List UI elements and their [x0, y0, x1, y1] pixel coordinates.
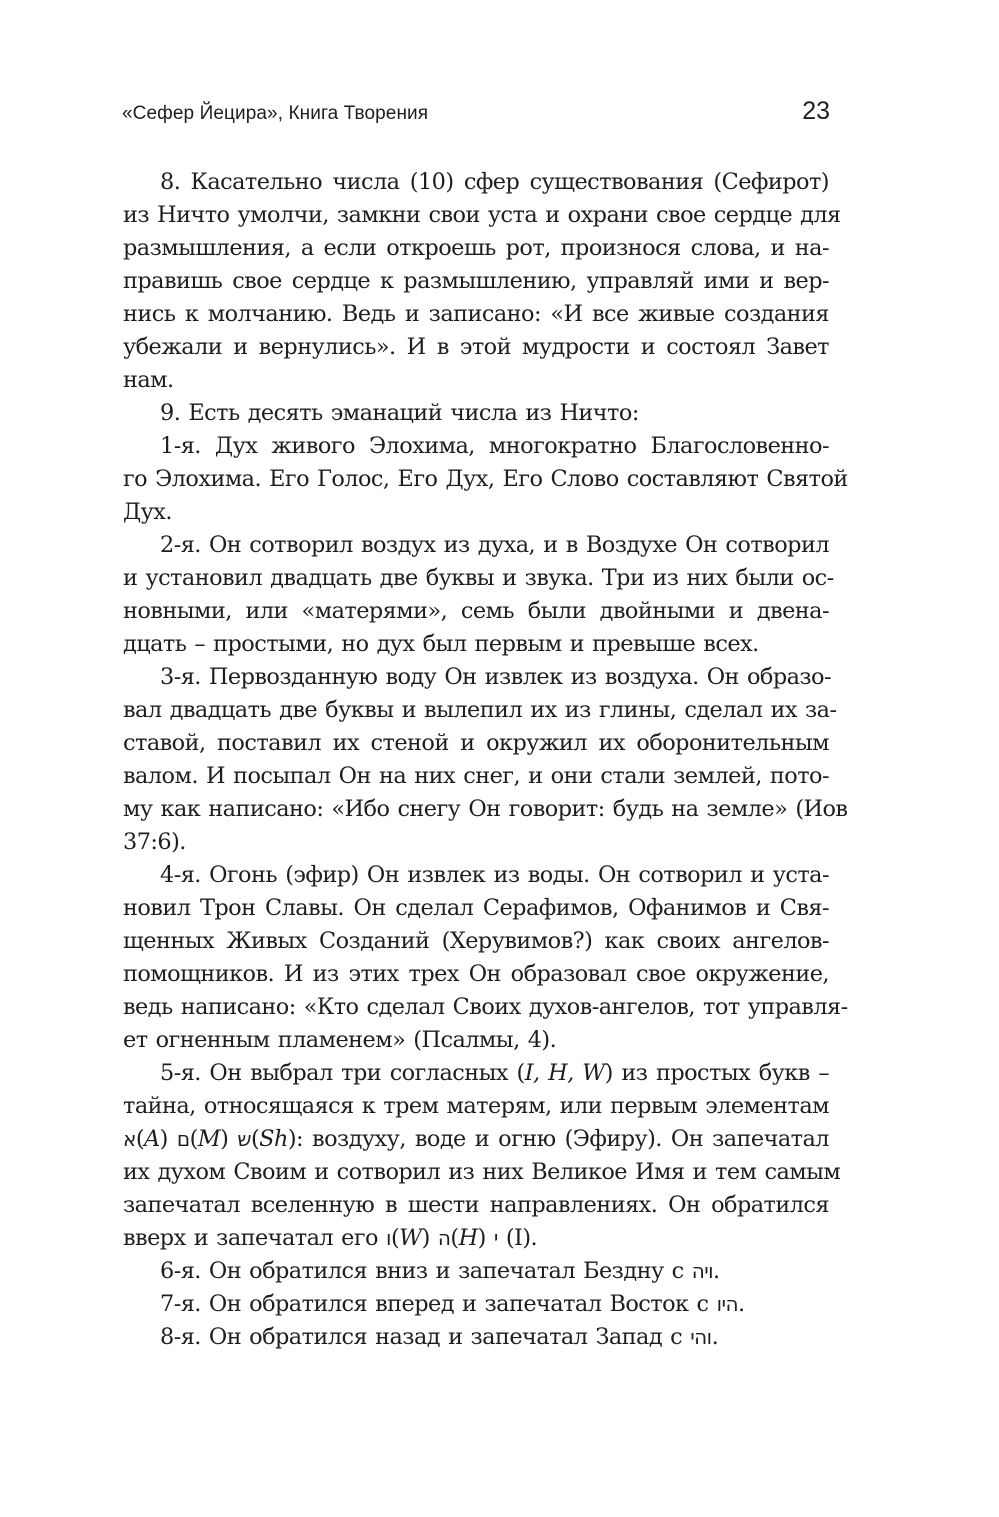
page-number: 23: [802, 97, 830, 125]
text-run: 7-я. Он обратился вперед и запечатал Восток с: [160, 1291, 717, 1317]
text-line: нам.: [123, 367, 174, 393]
running-head: [122, 97, 830, 127]
text-line: из Ничто умолчи, замкни свои уста и охрани свое сердце для: [123, 202, 841, 228]
text-line: [123, 1255, 829, 1288]
text-line: 2-я. Он сотворил воздух из духа, и в Воздухе Он сотворил: [160, 532, 829, 558]
text-run: 5-я. Он выбрал три согласных (: [160, 1060, 525, 1086]
text-run: 8-я. Он обратился назад и запечатал Запад с: [160, 1324, 691, 1350]
hebrew-letter-aleph: א: [123, 1127, 136, 1151]
text-line: дцать – простыми, но дух был первым и превыше всех.: [123, 631, 759, 657]
text-run: .: [713, 1258, 720, 1284]
text-line: запечатал вселенную в шести направлениях. Он обратился: [123, 1192, 829, 1218]
text-run: ): воздуху, воде и огню (Эфиру). Он запечатал: [287, 1126, 829, 1152]
italic-letters: W: [399, 1225, 422, 1251]
text-line: новными, или «матерями», семь были двойными и двена-: [123, 598, 829, 624]
text-run: .: [737, 1291, 745, 1317]
emanation-3: [123, 661, 848, 859]
text-line: и установил двадцать две буквы и звука. Три из них были ос-: [123, 565, 834, 591]
text-line: тайна, относящаяся к трем матерям, или первым элементам: [123, 1093, 829, 1119]
text-line: валом. И посыпал Он на них снег, и они стали землей, пото-: [123, 763, 829, 789]
text-line: помощников. И из этих трех Он образовал свое окружение,: [123, 961, 829, 987]
italic-letters: Sh: [259, 1126, 288, 1152]
text-run: .: [711, 1324, 719, 1350]
text-line: ведь написано: «Кто сделал Своих духов-ангелов, тот управля-: [123, 994, 848, 1020]
text-line: ставой, поставил их стеной и окружил их оборонительным: [123, 730, 829, 756]
italic-letters: H: [458, 1225, 478, 1251]
hebrew-letter-mem: ם: [176, 1127, 190, 1151]
text-line: א(A) ם(M) ש(Sh): воздуху, воде и огню (Эфиру). Он запечатал: [123, 1126, 829, 1152]
paragraph-8: [123, 166, 841, 397]
text-line: [123, 1321, 829, 1354]
text-line: Дух.: [123, 499, 172, 525]
emanation-2: [123, 529, 834, 661]
text-line: размышления, а если откроешь рот, произнося слова, и на-: [123, 235, 829, 261]
emanation-5: [123, 1057, 841, 1255]
text-run: (I).: [505, 1225, 538, 1251]
paragraph-9: [123, 397, 829, 430]
hebrew-word: והי: [690, 1325, 712, 1349]
text-line: ет огненным пламенем» (Псалмы, 4).: [123, 1027, 557, 1053]
emanation-8: [123, 1321, 829, 1354]
text-line: их духом Своим и сотворил из них Великое Имя и тем самым: [123, 1159, 841, 1185]
text-line: нись к молчанию. Ведь и записано: «И все живые создания: [123, 301, 829, 327]
hebrew-letter-he: ה: [437, 1226, 451, 1250]
text-line: вал двадцать две буквы и вылепил их из глины, сделал их за-: [123, 697, 837, 723]
emanation-4: [123, 859, 848, 1057]
text-line: [123, 1057, 829, 1090]
hebrew-letter-yod: י: [493, 1226, 498, 1250]
emanation-6: [123, 1255, 829, 1288]
text-line: вверх и запечатал его ו(W) ה(H) י (I).: [123, 1225, 538, 1251]
text-line: 8. Касательно числа (10) сфер существования (Сефирот): [160, 169, 829, 195]
italic-letters: M: [197, 1126, 221, 1152]
text-line: го Элохима. Его Голос, Его Дух, Его Слово составляют Святой: [123, 466, 848, 492]
italic-letters: I, H, W: [524, 1060, 605, 1086]
text-line: щенных Живых Созданий (Херувимов?) как своих ангелов-: [123, 928, 829, 954]
text-line: 9. Есть десять эманаций числа из Ничто:: [160, 400, 639, 426]
text-line: убежали и вернулись». И в этой мудрости и состоял Завет: [123, 334, 829, 360]
text-line: 3-я. Первозданную воду Он извлек из воздуха. Он образо-: [160, 664, 832, 690]
emanation-1: [123, 430, 848, 529]
hebrew-word: היו: [716, 1292, 738, 1316]
running-title: «Сефер Йецира», Книга Творения: [122, 103, 429, 124]
hebrew-letter-vav: ו: [386, 1226, 391, 1250]
body-text: [123, 166, 848, 1354]
text-line: му как написано: «Ибо снегу Он говорит: будь на земле» (Иов: [123, 796, 848, 822]
hebrew-word: ויה: [691, 1259, 714, 1283]
text-line: правишь свое сердце к размышлению, управляй ими и вер-: [123, 268, 829, 294]
italic-letters: A: [144, 1126, 160, 1152]
emanation-7: [123, 1288, 829, 1321]
text-line: 37:6).: [123, 829, 186, 855]
text-line: 1-я. Дух живого Элохима, многократно Благословенно-: [160, 433, 829, 459]
hebrew-letter-shin: ש: [237, 1127, 251, 1151]
text-line: [123, 1288, 829, 1321]
text-run: ) из простых букв –: [604, 1060, 829, 1086]
text-run: вверх и запечатал его: [123, 1225, 387, 1251]
text-line: 4-я. Огонь (эфир) Он извлек из воды. Он сотворил и уста-: [160, 862, 829, 888]
text-run: 6-я. Он обратился вниз и запечатал Бездну с: [160, 1258, 692, 1284]
text-line: новил Трон Славы. Он сделал Серафимов, Офанимов и Свя-: [123, 895, 829, 921]
